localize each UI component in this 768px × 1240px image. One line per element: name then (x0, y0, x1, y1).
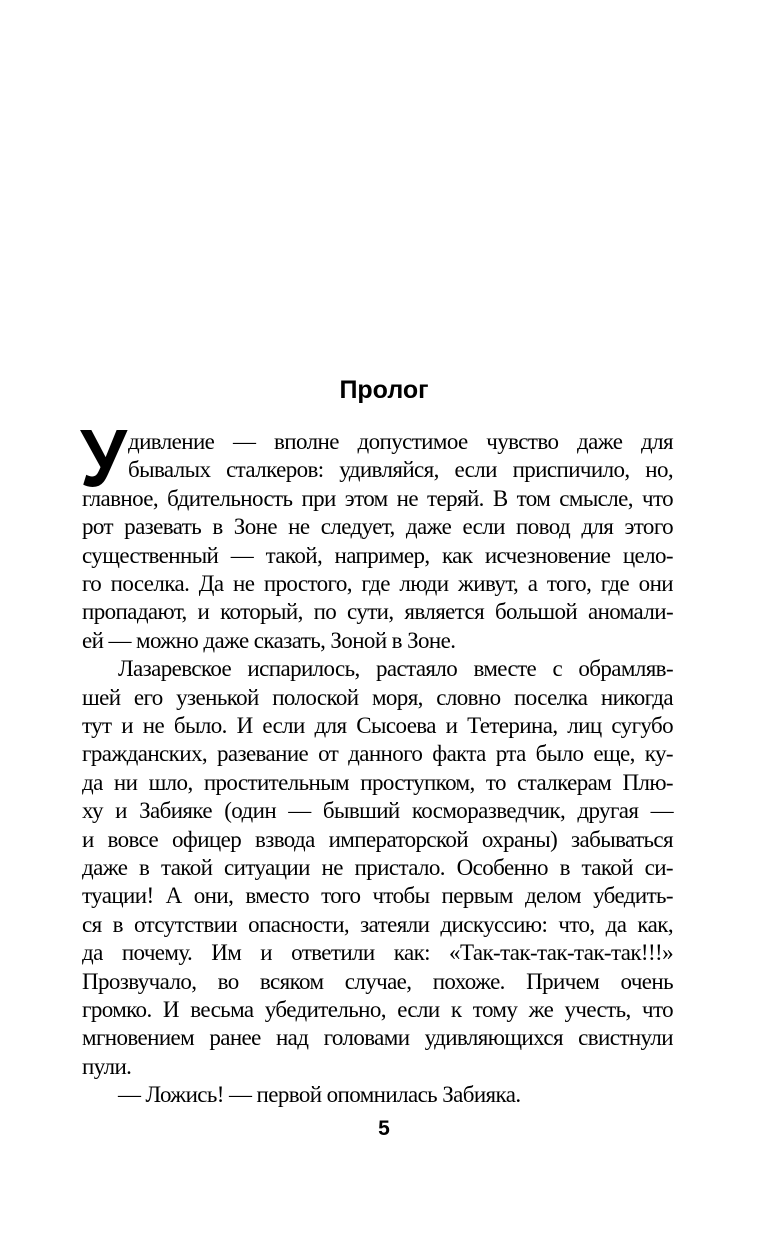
text-line: бывалых сталкеров: удивляйся, если приспичило, но, (128, 457, 673, 483)
chapter-title: Пролог (339, 376, 429, 404)
text-line: да ни шло, простительным проступком, то сталкерам Плю- (82, 769, 673, 795)
text-line: да почему. Им и ответили как: «Так-так-так-так-так!!!» (82, 940, 673, 966)
text-line: пропадают, и который, по сути, является большой аномали- (82, 599, 673, 625)
text-line: Лазаревское испарилось, растаяло вместе с обрамляв- (118, 656, 673, 682)
text-line: даже в такой ситуации не пристало. Особенно в такой си- (82, 855, 673, 880)
text-line: ся в отсутствии опасности, затеяли дискуссию: что, да как, (82, 911, 673, 937)
text-line: тут и не было. И если для Сысоева и Тетерина, лиц сугубо (82, 713, 673, 738)
drop-cap: У (80, 413, 127, 504)
text-line: гражданских, разевание от данного факта рта было еще, ку- (82, 741, 673, 767)
text-line: рот разевать в Зоне не следует, даже если повод для этого (82, 514, 673, 540)
page-number: 5 (378, 1117, 390, 1140)
text-line: Прозвучало, во всяком случае, похоже. Причем очень (82, 968, 673, 994)
text-line: ху и Забияке (один — бывший косморазведчик, другая — (82, 798, 673, 824)
text-line: и вовсе офицер взвода императорской охраны) забываться (82, 826, 673, 852)
text-line: главное, бдительность при этом не теряй. В том смысле, что (82, 485, 673, 511)
text-line: шей его узенькой полоской моря, словно поселка никогда (82, 684, 673, 710)
text-line: ей — можно даже сказать, Зоной в Зоне. (82, 627, 456, 653)
text-line: туации! А они, вместо того чтобы первым делом убедить- (82, 883, 673, 909)
text-line: громко. И весьма убедительно, если к тому же учесть, что (82, 997, 673, 1022)
text-line: го поселка. Да не простого, где люди живут, а того, где они (82, 571, 673, 596)
text-line: мгновением ранее над головами удивляющихся свистнули (82, 1025, 673, 1051)
text-line: дивление — вполне допустимое чувство даже для (128, 429, 673, 454)
text-line: существенный — такой, например, как исчезновение цело- (82, 542, 673, 568)
text-line: пули. (82, 1053, 132, 1079)
text-line: — Ложись! — первой опомнилась Забияка. (118, 1082, 521, 1108)
